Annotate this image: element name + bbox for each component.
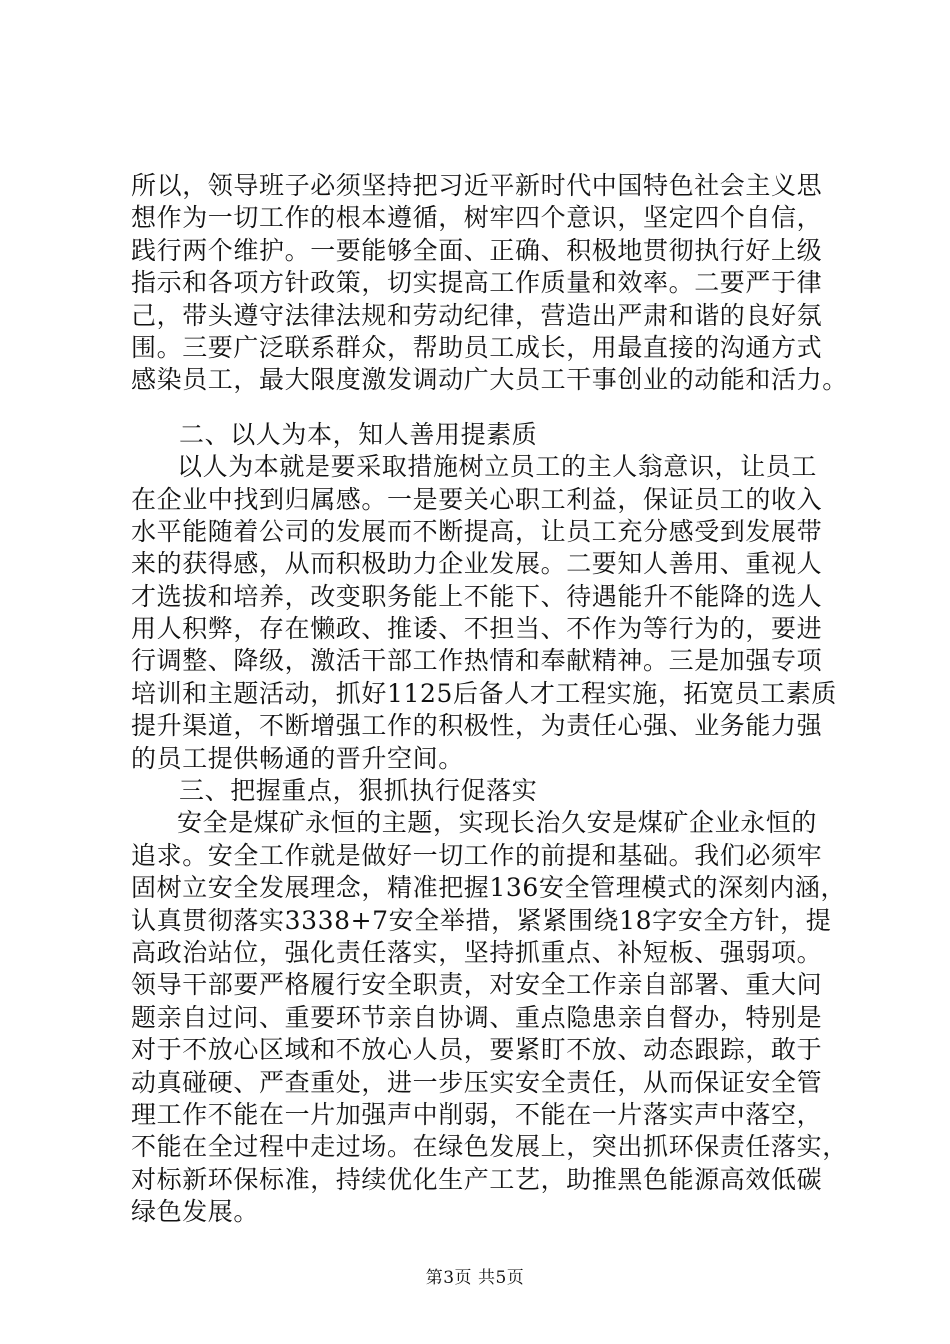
text-line: 用人积弊，存在懒政、推诿、不担当、不作为等行为的，要进: [131, 614, 823, 644]
text-line: 提升渠道，不断增强工作的积极性，为责任心强、业务能力强: [131, 711, 823, 741]
text-line: 才选拔和培养，改变职务能上不能下、待遇能升不能降的选人: [131, 581, 823, 611]
text-line: 指示和各项方针政策，切实提高工作质量和效率。二要严于律: [131, 268, 823, 298]
text-line: 追求。安全工作就是做好一切工作的前提和基础。我们必须牢: [131, 840, 823, 870]
text-line: 理工作不能在一片加强声中削弱，不能在一片落实声中落空，: [131, 1099, 823, 1129]
document-body: [131, 170, 848, 1229]
text-line: 认真贯彻落实3338+7安全举措，紧紧围绕18字安全方针，提: [131, 905, 832, 935]
text-line: 领导干部要严格履行安全职责，对安全工作亲自部署、重大问: [131, 970, 823, 1000]
text-line: 以人为本就是要采取措施树立员工的主人翁意识，让员工: [177, 452, 818, 482]
text-line: 题亲自过问、重要环节亲自协调、重点隐患亲自督办，特别是: [131, 1002, 823, 1032]
text-line: 来的获得感，从而积极助力企业发展。二要知人善用、重视人: [131, 549, 823, 579]
text-line: 围。三要广泛联系群众，帮助员工成长，用最直接的沟通方式: [131, 332, 823, 362]
page-number-footer: 第3页 共5页: [425, 1268, 525, 1288]
text-line: 安全是煤矿永恒的主题，实现长治久安是煤矿企业永恒的: [177, 808, 818, 838]
text-line: 对标新环保标准，持续优化生产工艺，助推黑色能源高效低碳: [131, 1164, 823, 1194]
text-line: 绿色发展。: [131, 1197, 260, 1227]
text-line: 对于不放心区域和不放心人员，要紧盯不放、动态跟踪，敢于: [131, 1035, 823, 1065]
text-line: 不能在全过程中走过场。在绿色发展上，突出抓环保责任落实，: [131, 1132, 848, 1162]
section-heading: 三、把握重点，狠抓执行促落实: [179, 776, 538, 806]
section-2: [131, 419, 841, 775]
text-line: 所以，领导班子必须坚持把习近平新时代中国特色社会主义思: [131, 171, 823, 200]
text-line: 践行两个维护。一要能够全面、正确、积极地贯彻执行好上级: [131, 235, 823, 265]
text-line: 行调整、降级，激活干部工作热情和奉献精神。三是加强专项: [131, 646, 823, 676]
text-line: 固树立安全发展理念，精准把握136安全管理模式的深刻内涵，: [131, 873, 847, 903]
section-3: [131, 775, 848, 1228]
text-line: 感染员工，最大限度激发调动广大员工干事创业的动能和活力。: [131, 365, 848, 395]
text-line: 的员工提供畅通的晋升空间。: [131, 743, 464, 773]
paragraph-1: [131, 170, 848, 397]
text-line: 动真碰硬、严查重处，进一步压实安全责任，从而保证安全管: [131, 1067, 823, 1097]
text-line: 在企业中找到归属感。一是要关心职工利益，保证员工的收入: [131, 484, 823, 514]
text-line: 己，带头遵守法律法规和劳动纪律，营造出严肃和谐的良好氛: [131, 300, 823, 330]
section-heading: 二、以人为本，知人善用提素质: [179, 419, 538, 449]
text-line: 水平能随着公司的发展而不断提高，让员工充分感受到发展带: [131, 516, 823, 546]
text-line: 高政治站位，强化责任落实，坚持抓重点、补短板、强弱项。: [131, 937, 823, 967]
paragraph-spacer: [131, 397, 841, 419]
text-line: 想作为一切工作的根本遵循，树牢四个意识，坚定四个自信，: [131, 203, 823, 233]
text-line: 培训和主题活动，抓好1125后备人才工程实施，拓宽员工素质: [131, 678, 838, 708]
